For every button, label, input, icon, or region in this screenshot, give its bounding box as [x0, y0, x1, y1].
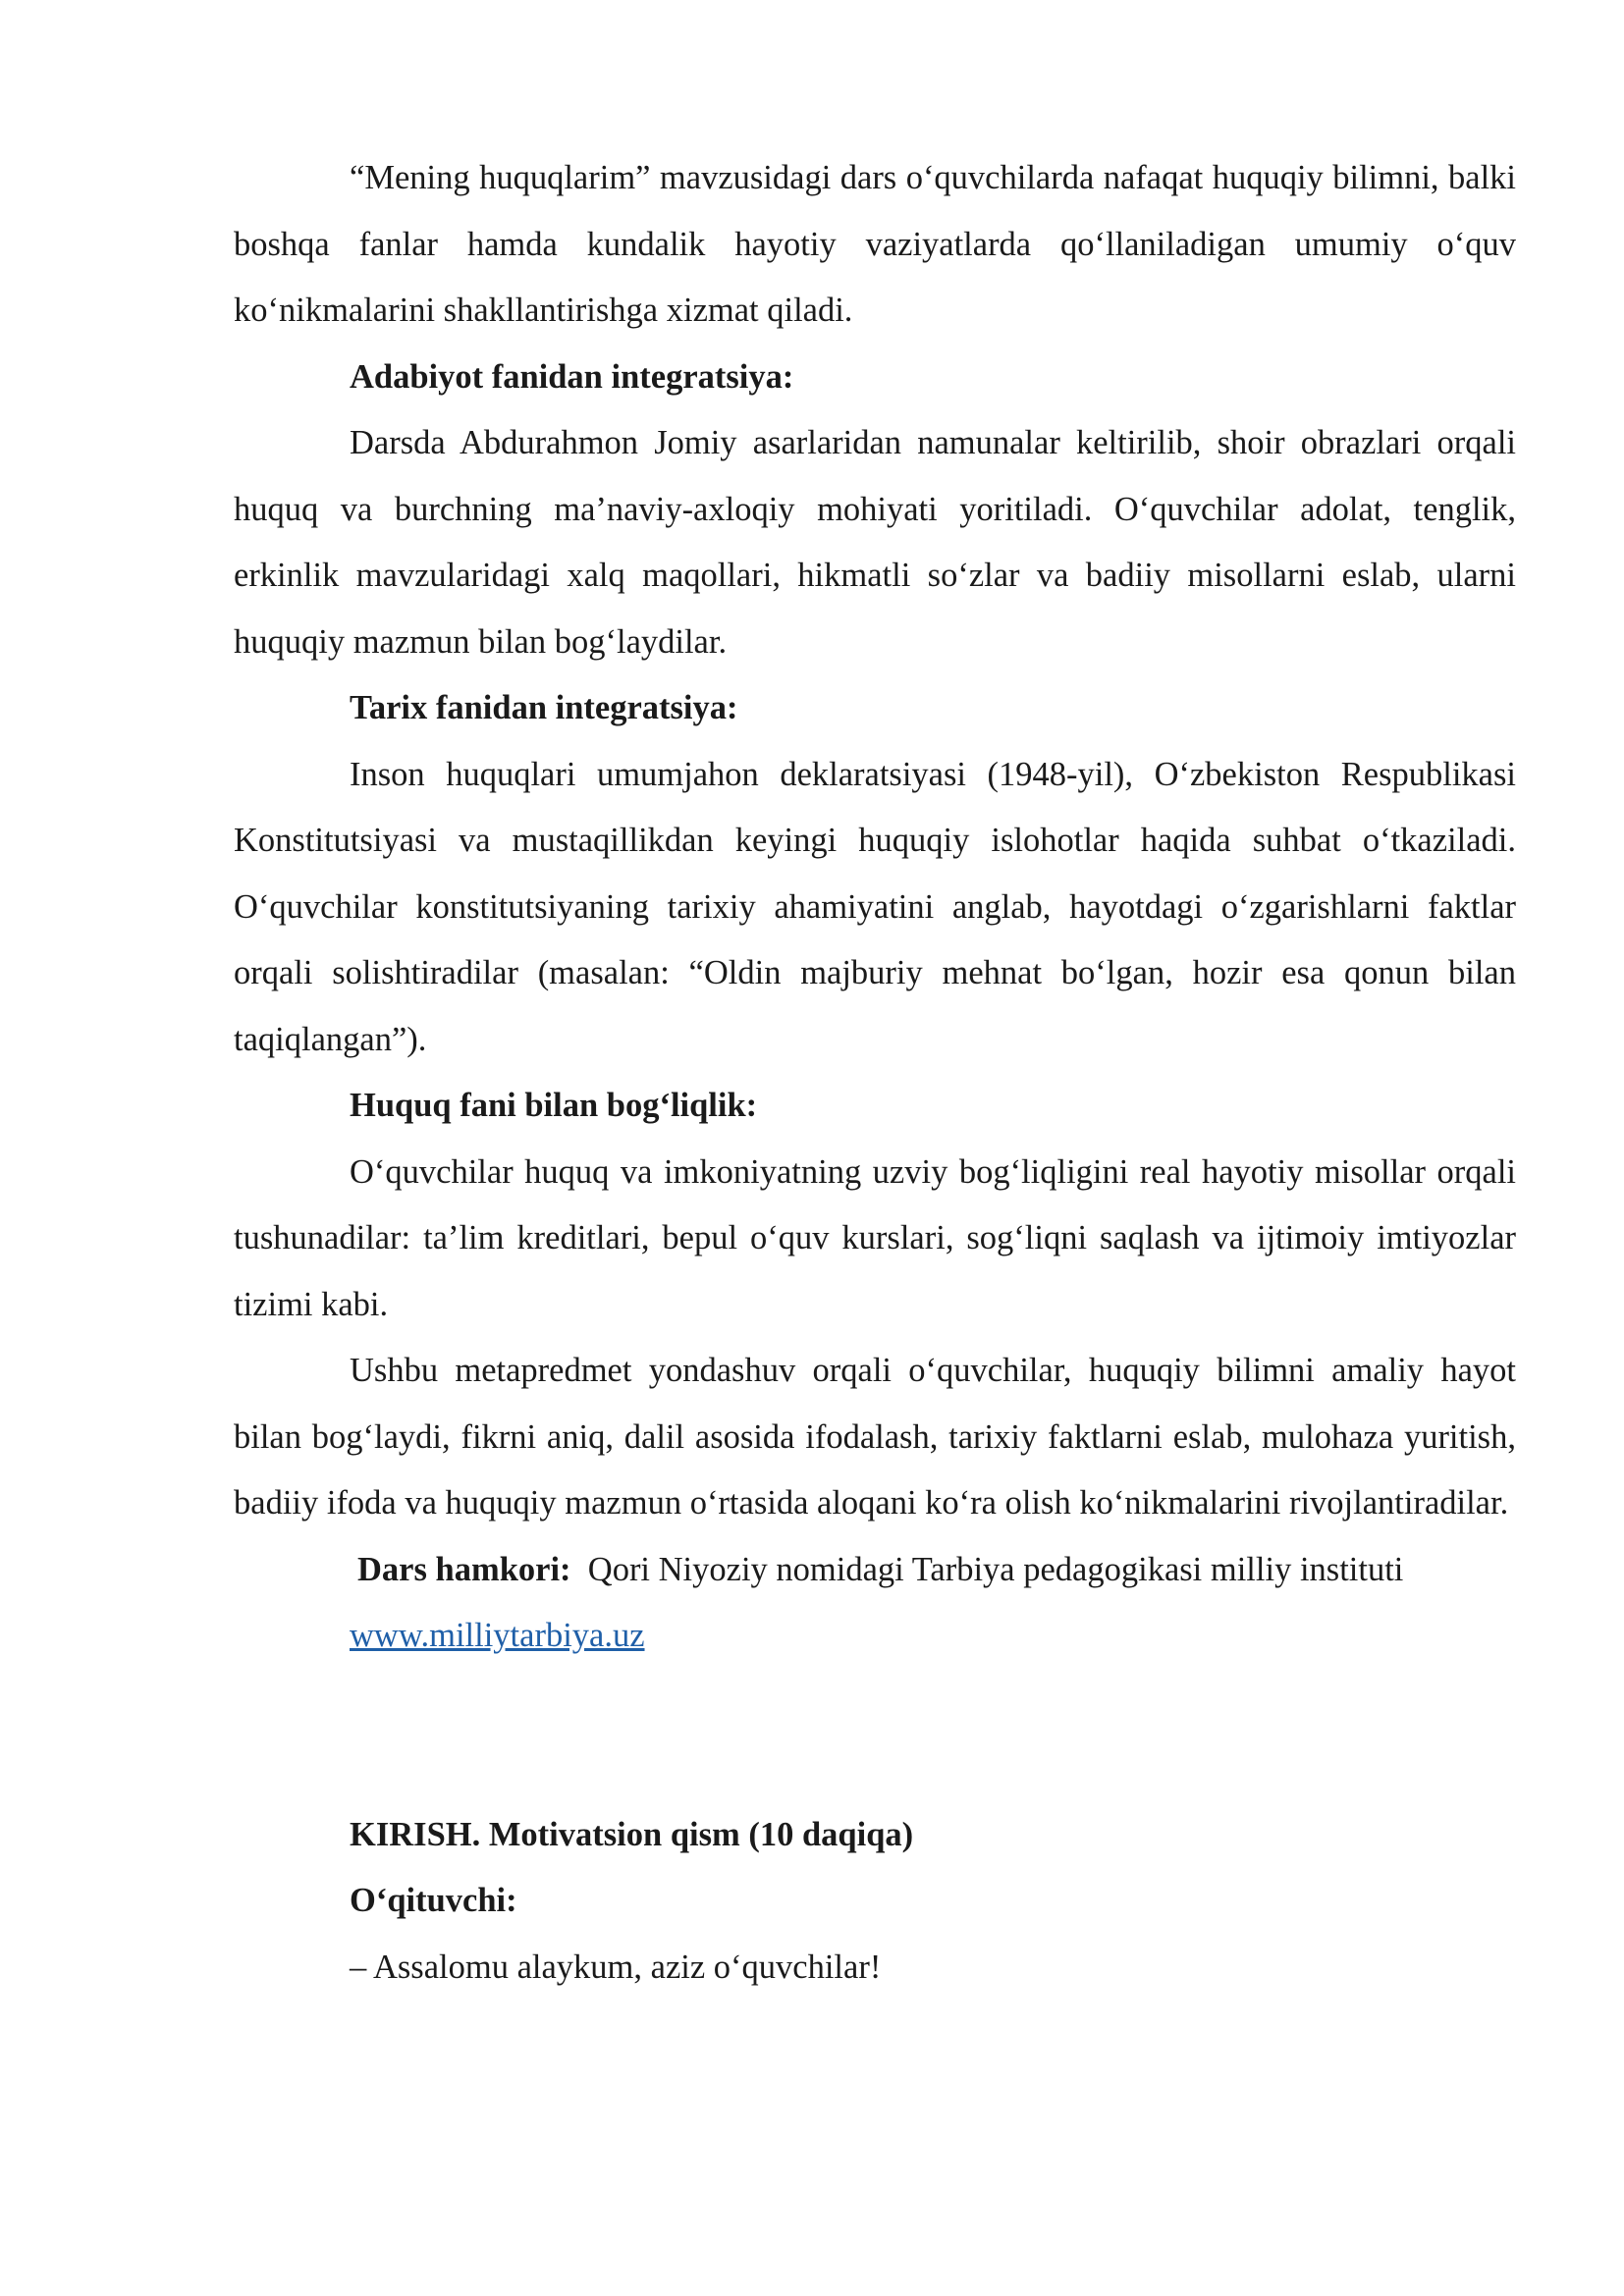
intro-section-heading: KIRISH. Motivatsion qism (10 daqiqa)	[350, 1815, 914, 1853]
intro-paragraph: “Mening huquqlarim” mavzusidagi dars o‘quvchilarda nafaqat huquqiy bilimni, balki boshqa fanlar hamda kundalik hayotiy vaziyatlarda qo‘llaniladigan umumiy o‘quv ko‘nikmalarini shakllantirishga xizmat qiladi.	[234, 159, 1516, 329]
partner-text: Qori Niyoziy nomidagi Tarbiya pedagogikasi milliy instituti	[587, 1550, 1404, 1588]
partner-paragraph	[234, 1537, 1516, 1604]
teacher-label: O‘qituvchi:	[350, 1882, 517, 1919]
partner-website-link[interactable]: www.milliytarbiya.uz	[350, 1617, 645, 1654]
teacher-greeting: – Assalomu alaykum, aziz o‘quvchilar!	[350, 1948, 882, 1986]
document-page	[234, 145, 1516, 2001]
history-heading: Tarix fanidan integratsiya:	[350, 689, 738, 726]
history-paragraph: Inson huquqlari umumjahon deklaratsiyasi (1948-yil), O‘zbekiston Respublikasi Konstitutsiyasi va mustaqillikdan keyingi huquqiy islohotlar haqida suhbat o‘tkaziladi. O‘quvchilar konstitutsiyaning tarixiy ahamiyatini anglab, hayotdagi o‘zgarishlarni faktlar orqali solishtiradilar (masalan: “Oldin majburiy mehnat bo‘lgan, hozir esa qonun bilan taqiqlangan”).	[234, 755, 1516, 1058]
law-heading: Huquq fani bilan bog‘liqlik:	[350, 1087, 758, 1124]
partner-link-line	[234, 1603, 1516, 1670]
section-spacer	[234, 1670, 1516, 1802]
law-paragraph: O‘quvchilar huquq va imkoniyatning uzviy bog‘liqligini real hayotiy misollar orqali tushunadilar: ta’lim kreditlari, bepul o‘quv kurslari, sog‘liqni saqlash va ijtimoiy imtiyozlar tizimi kabi.	[234, 1152, 1516, 1323]
literature-paragraph: Darsda Abdurahmon Jomiy asarlaridan namunalar keltirilib, shoir obrazlari orqali huquq va burchning ma’naviy-axloqiy mohiyati yoritiladi. O‘quvchilar adolat, tenglik, erkinlik mavzularidagi xalq maqollari, hikmatli so‘zlar va badiiy misollarni eslab, ularni huquqiy mazmun bilan bog‘laydilar.	[234, 424, 1516, 661]
literature-heading: Adabiyot fanidan integratsiya:	[350, 357, 794, 396]
metasubject-paragraph: Ushbu metapredmet yondashuv orqali o‘quvchilar, huquqiy bilimni amaliy hayot bilan bog‘laydi, fikrni aniq, dalil asosida ifodalash, tarixiy faktlarni eslab, mulohaza yuritish, badiiy ifoda va huquqiy mazmun o‘rtasida aloqani ko‘ra olish ko‘nikmalarini rivojlantiradilar.	[234, 1352, 1516, 1522]
partner-label: Dars hamkori:	[357, 1550, 571, 1588]
